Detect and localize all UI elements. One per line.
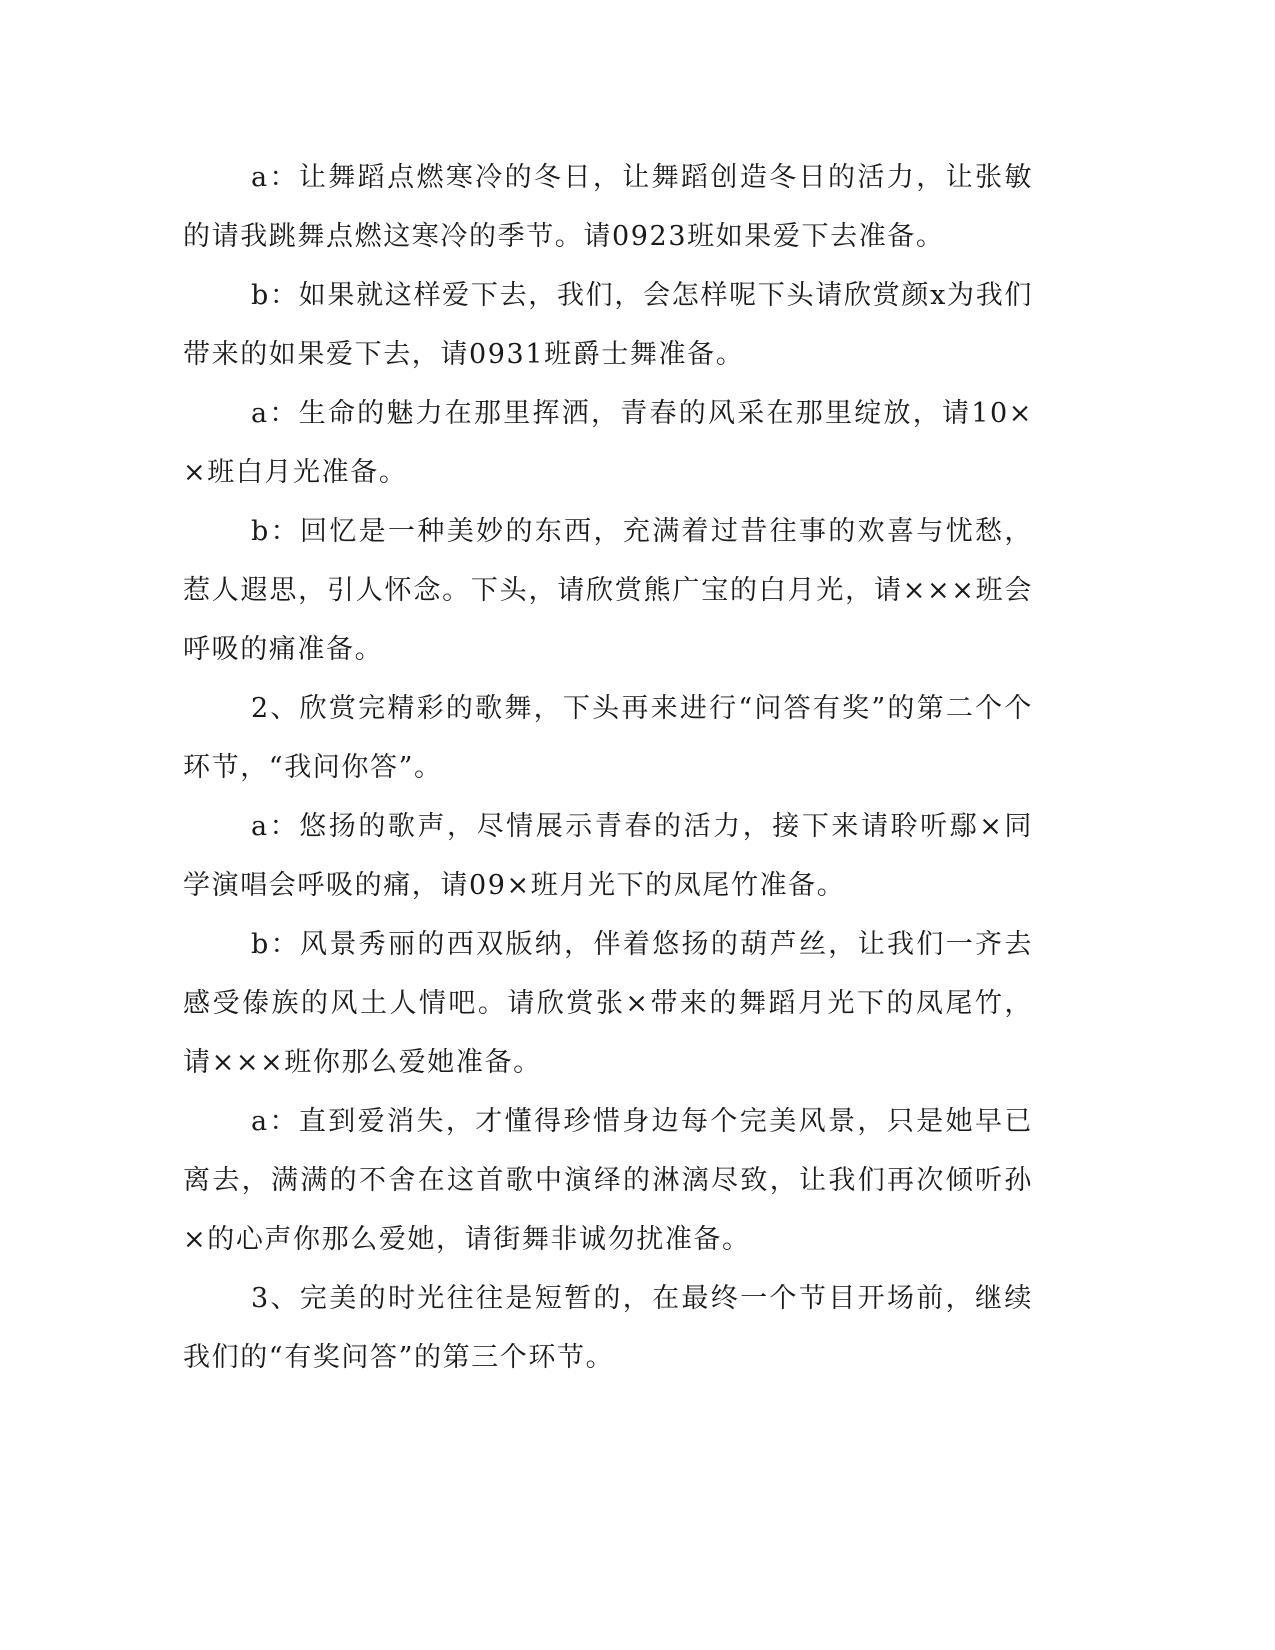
document-body xyxy=(183,148,1033,1387)
paragraph-9: 3、完美的时光往往是短暂的，在最终一个节目开场前，继续我们的“有奖问答”的第三个环节。 xyxy=(183,1283,1033,1373)
paragraph-7: b：风景秀丽的西双版纳，伴着悠扬的葫芦丝，让我们一齐去感受傣族的风土人情吧。请欣赏张×带来的舞蹈月光下的凤尾竹，请×××班你那么爱她准备。 xyxy=(183,929,1033,1078)
paragraph-5: 2、欣赏完精彩的歌舞，下头再来进行“问答有奖”的第二个个环节，“我问你答”。 xyxy=(183,693,1033,783)
paragraph-8: a：直到爱消失，才懂得珍惜身边每个完美风景，只是她早已离去，满满的不舍在这首歌中演绎的淋漓尽致，让我们再次倾听孙×的心声你那么爱她，请街舞非诚勿扰准备。 xyxy=(183,1106,1033,1255)
paragraph-3: a：生命的魅力在那里挥洒，青春的风采在那里绽放，请10××班白月光准备。 xyxy=(183,398,1033,488)
paragraph-1: a：让舞蹈点燃寒冷的冬日，让舞蹈创造冬日的活力，让张敏的请我跳舞点燃这寒冷的季节。请0923班如果爱下去准备。 xyxy=(183,162,1033,252)
paragraph-6: a：悠扬的歌声，尽情展示青春的活力，接下来请聆听鄢×同学演唱会呼吸的痛，请09×班月光下的凤尾竹准备。 xyxy=(183,811,1033,901)
paragraph-4: b：回忆是一种美妙的东西，充满着过昔往事的欢喜与忧愁，惹人遐思，引人怀念。下头，请欣赏熊广宝的白月光，请×××班会呼吸的痛准备。 xyxy=(183,516,1033,665)
paragraph-2: b：如果就这样爱下去，我们，会怎样呢下头请欣赏颜x为我们带来的如果爱下去，请0931班爵士舞准备。 xyxy=(183,280,1033,370)
